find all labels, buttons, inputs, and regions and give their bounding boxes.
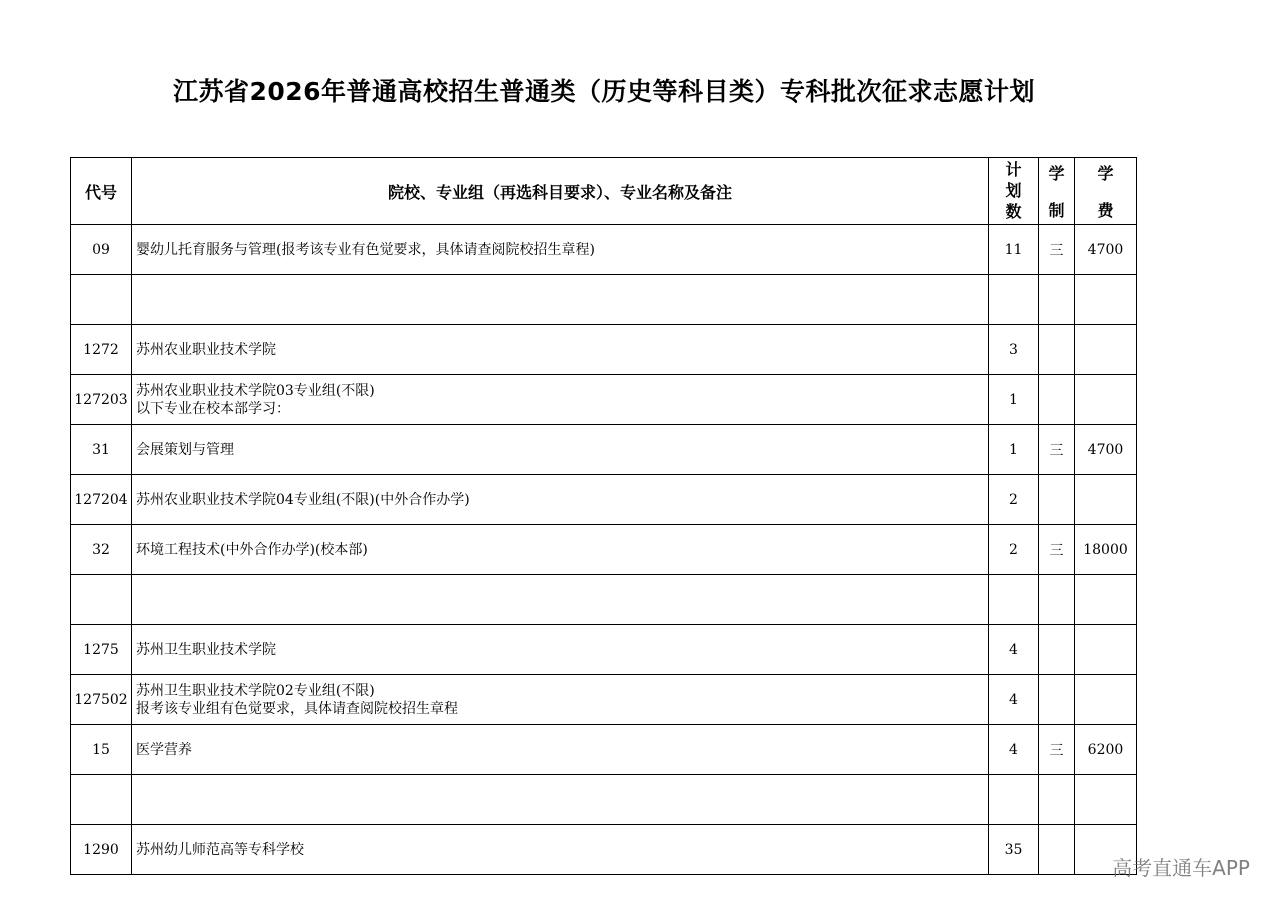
row-years <box>1039 475 1075 525</box>
row-name-line: 苏州卫生职业技术学院02专业组(不限) <box>136 682 375 699</box>
row-years: 三 <box>1039 225 1075 275</box>
row-years: 三 <box>1039 725 1075 775</box>
header-years <box>1039 158 1075 225</box>
row-plan <box>989 575 1039 625</box>
row-plan: 1 <box>989 375 1039 425</box>
row-years <box>1039 825 1075 875</box>
header-plan-char: 划 <box>1005 181 1022 200</box>
table-row <box>71 725 1137 775</box>
row-plan: 35 <box>989 825 1039 875</box>
row-code: 127502 <box>71 675 132 725</box>
table-row <box>71 575 1137 625</box>
row-name <box>132 275 989 325</box>
row-plan: 2 <box>989 525 1039 575</box>
table-row <box>71 475 1137 525</box>
row-years <box>1039 575 1075 625</box>
row-code: 1272 <box>71 325 132 375</box>
row-code: 1275 <box>71 625 132 675</box>
row-name-line: 苏州农业职业技术学院03专业组(不限) <box>136 382 375 399</box>
row-years: 三 <box>1039 425 1075 475</box>
row-fee <box>1075 475 1137 525</box>
row-name-line: 苏州卫生职业技术学院 <box>136 641 276 658</box>
header-fee-char: 费 <box>1097 201 1114 220</box>
page-title: 江苏省2026年普通高校招生普通类（历史等科目类）专科批次征求志愿计划 <box>172 77 1036 106</box>
row-plan: 2 <box>989 475 1039 525</box>
header-fee <box>1075 158 1137 225</box>
row-plan: 4 <box>989 725 1039 775</box>
row-code <box>71 275 132 325</box>
table-row <box>71 825 1137 875</box>
row-fee <box>1075 775 1137 825</box>
row-years <box>1039 675 1075 725</box>
row-name-line: 会展策划与管理 <box>136 441 234 458</box>
row-years <box>1039 275 1075 325</box>
row-code <box>71 775 132 825</box>
row-name <box>132 675 989 725</box>
row-name <box>132 775 989 825</box>
table-row <box>71 425 1137 475</box>
row-name-line: 婴幼儿托育服务与管理(报考该专业有色觉要求，具体请查阅院校招生章程) <box>136 241 595 258</box>
row-name <box>132 525 989 575</box>
row-fee: 6200 <box>1075 725 1137 775</box>
row-fee <box>1075 275 1137 325</box>
row-name-line: 以下专业在校本部学习： <box>136 400 290 417</box>
table-header-row <box>71 158 1137 225</box>
row-name <box>132 225 989 275</box>
row-plan: 11 <box>989 225 1039 275</box>
row-name-line: 苏州农业职业技术学院04专业组(不限)(中外合作办学) <box>136 491 470 508</box>
row-plan <box>989 275 1039 325</box>
header-plan-char: 计 <box>1005 160 1022 179</box>
row-code: 31 <box>71 425 132 475</box>
table-row <box>71 775 1137 825</box>
row-name-line: 苏州幼儿师范高等专科学校 <box>136 841 304 858</box>
table-row <box>71 375 1137 425</box>
table-row <box>71 275 1137 325</box>
table-row <box>71 225 1137 275</box>
row-years <box>1039 775 1075 825</box>
row-code: 1290 <box>71 825 132 875</box>
row-plan: 4 <box>989 675 1039 725</box>
row-fee <box>1075 575 1137 625</box>
row-code: 15 <box>71 725 132 775</box>
row-name <box>132 725 989 775</box>
header-years-char: 制 <box>1048 201 1065 220</box>
row-fee <box>1075 675 1137 725</box>
header-name: 院校、专业组（再选科目要求）、专业名称及备注 <box>132 158 989 225</box>
table-row <box>71 525 1137 575</box>
row-plan: 1 <box>989 425 1039 475</box>
row-name <box>132 475 989 525</box>
row-plan: 4 <box>989 625 1039 675</box>
header-plan-char: 数 <box>1005 202 1022 221</box>
plan-table <box>70 157 1137 875</box>
table-row <box>71 325 1137 375</box>
header-code: 代号 <box>71 158 132 225</box>
row-years <box>1039 625 1075 675</box>
header-fee-char: 学 <box>1097 164 1114 183</box>
header-plan <box>989 158 1039 225</box>
row-fee: 18000 <box>1075 525 1137 575</box>
row-code: 09 <box>71 225 132 275</box>
row-code: 32 <box>71 525 132 575</box>
row-name-line: 医学营养 <box>136 741 192 758</box>
row-name <box>132 575 989 625</box>
table-row <box>71 625 1137 675</box>
row-name <box>132 825 989 875</box>
watermark-text: 高考直通车APP <box>1112 856 1250 880</box>
row-plan: 3 <box>989 325 1039 375</box>
header-years-char: 学 <box>1048 164 1065 183</box>
row-name <box>132 425 989 475</box>
row-fee: 4700 <box>1075 425 1137 475</box>
row-fee <box>1075 625 1137 675</box>
row-code: 127203 <box>71 375 132 425</box>
row-fee: 4700 <box>1075 225 1137 275</box>
row-name <box>132 375 989 425</box>
row-fee <box>1075 375 1137 425</box>
row-years <box>1039 325 1075 375</box>
row-name-line: 苏州农业职业技术学院 <box>136 341 276 358</box>
row-name-line: 报考该专业组有色觉要求，具体请查阅院校招生章程 <box>136 700 458 717</box>
row-code: 127204 <box>71 475 132 525</box>
row-years: 三 <box>1039 525 1075 575</box>
row-name <box>132 325 989 375</box>
table-row <box>71 675 1137 725</box>
row-years <box>1039 375 1075 425</box>
row-name <box>132 625 989 675</box>
row-plan <box>989 775 1039 825</box>
row-code <box>71 575 132 625</box>
row-fee <box>1075 325 1137 375</box>
row-name-line: 环境工程技术(中外合作办学)(校本部) <box>136 541 368 558</box>
